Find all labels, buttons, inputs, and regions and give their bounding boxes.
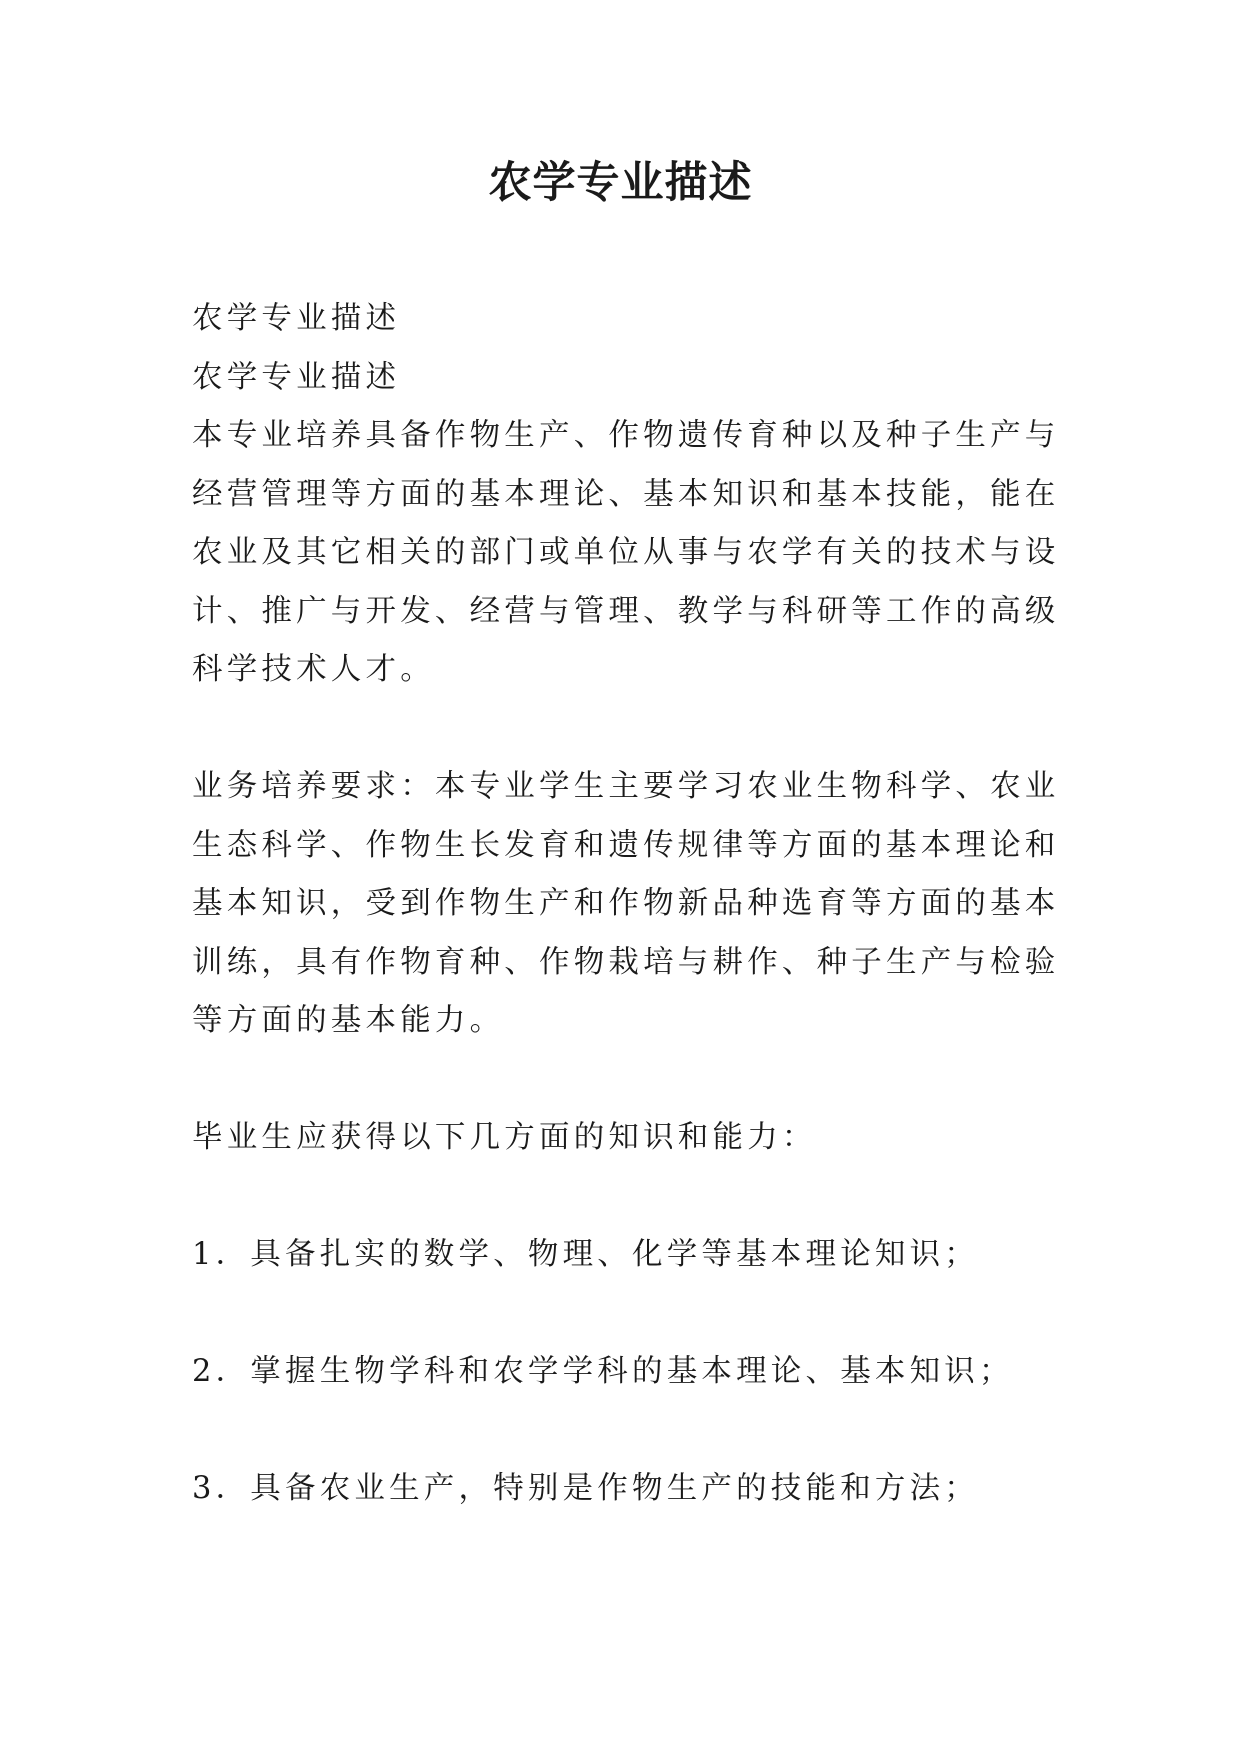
paragraph-requirements: 业务培养要求：本专业学生主要学习农业生物科学、农业生态科学、作物生长发育和遗传规律等方面的基本理论和基本知识，受到作物生产和作物新品种选育等方面的基本训练，具有作物育种、作物栽培与耕作、种子生产与检验等方面的基本能力。 (192, 769, 1060, 1038)
list-item: 2．掌握生物学科和农学学科的基本理论、基本知识； (192, 1354, 1014, 1389)
subtitle-line: 农学专业描述 (192, 301, 401, 336)
paragraph-spacer (192, 1402, 1062, 1461)
paragraph-spacer (192, 1285, 1062, 1344)
paragraph-spacer (192, 1051, 1062, 1110)
document-body (192, 290, 1062, 1519)
subtitle-line: 农学专业描述 (192, 359, 401, 395)
list-item: 1．具备扎实的数学、物理、化学等基本理论知识； (192, 1237, 980, 1272)
paragraph-spacer (192, 1168, 1062, 1227)
paragraph-knowledge-intro: 毕业生应获得以下几方面的知识和能力： (192, 1120, 817, 1155)
page-title: 农学专业描述 (488, 158, 753, 208)
list-item: 3．具备农业生产，特别是作物生产的技能和方法； (192, 1471, 980, 1506)
paragraph-spacer (192, 700, 1062, 759)
paragraph-training-goal: 本专业培养具备作物生产、作物遗传育种以及种子生产与经营管理等方面的基本理论、基本知识和基本技能，能在农业及其它相关的部门或单位从事与农学有关的技术与设计、推广与开发、经营与管理、教学与科研等工作的高级科学技术人才。 (192, 418, 1060, 687)
